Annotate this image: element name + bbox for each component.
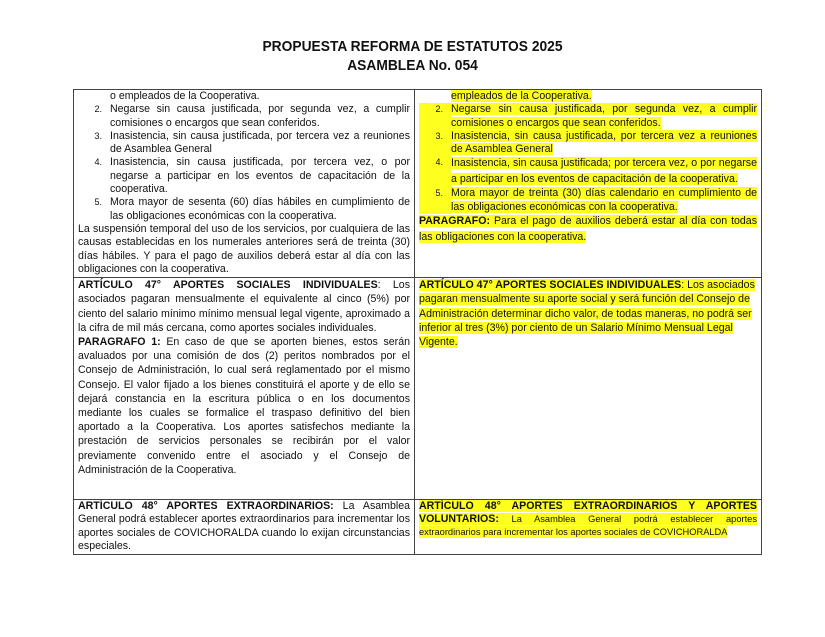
list-continuation: empleados de la Cooperativa.: [451, 90, 592, 102]
article-47-proposed: [419, 278, 757, 349]
article-48-current: [78, 500, 410, 553]
document-title: PROPUESTA REFORMA DE ESTATUTOS 2025: [262, 38, 563, 55]
table-row: [74, 278, 762, 500]
proposed-text-cell: [415, 278, 762, 500]
list-item: 2. Negarse sin causa justificada, por segunda vez, a cumplir comisiones o encargos que sean conferidos.: [419, 103, 757, 130]
paragrafo-proposed: [419, 214, 757, 245]
list-item: 5. Mora mayor de sesenta (60) días hábiles en cumplimiento de las obligaciones económicas con la cooperativa.: [94, 196, 410, 222]
article-text: : Los asociados pagaran mensualmente su aporte social y será función del Consejo de Administración determinar dicho valor, de todas maneras, no podrá ser inferior al tres (3%) por ciento de un Salario Mínimo Mensual Legal Vigente.: [419, 279, 755, 348]
article-48-proposed: [419, 500, 757, 538]
paragrafo-text: En caso de que se aporten bienes, estos serán avaluados por una comisión de dos (2) peritos nombrados por el Consejo de Administración, lo cual será reglamentado por el mismo Consejo. El valor fijado a los bienes constituirá el aporte y de ello se dejará constancia en la escritura pública o en los documentos mediante los cuales se formalice el traspaso definitivo del bien aportado a la Cooperativa. Los aportes satisfechos mediante la prestación de servicios personales se recibirán por el valor previamente convenido entre el asociado y el Consejo de Administración de la Cooperativa.: [78, 335, 410, 476]
table-row: [74, 90, 762, 278]
article-47-current: [78, 278, 410, 335]
proposed-text-cell: [415, 90, 762, 278]
article-text: La Asamblea General podrá establecer aportes extraordinarios para incrementar los aportes sociales de COVICHORALDA: [419, 514, 757, 538]
article-heading: ARTÍCULO 47° APORTES SOCIALES INDIVIDUALES: [78, 279, 378, 292]
list-continuation: o empleados de la Cooperativa.: [110, 90, 260, 102]
article-heading: ARTÍCULO 47° APORTES SOCIALES INDIVIDUALES: [419, 279, 682, 292]
table-row: [74, 500, 762, 555]
document-subtitle: ASAMBLEA No. 054: [347, 57, 478, 74]
proposed-text-cell: [415, 500, 762, 555]
list-item: 3. Inasistencia, sin causa justificada, por tercera vez a reuniones de Asamblea General: [94, 129, 410, 156]
paragrafo-text: Para el pago de auxilios deberá estar al día con todas las obligaciones con la cooperativa.: [419, 215, 757, 243]
document-header: [0, 37, 825, 75]
sanctions-list: [78, 103, 410, 223]
list-item: 5. Mora mayor de treinta (30) días calendario en cumplimiento de las obligaciones económicas con la cooperativa.: [419, 187, 757, 214]
list-item: 3. Inasistencia, sin causa justificada, por tercera vez a reuniones de Asamblea General: [419, 130, 757, 157]
list-item: 4. Inasistencia, sin causa justificada, por tercera vez, o por negarse a participar en los eventos de capacitación de la cooperativa.: [94, 156, 410, 196]
paragrafo-label: PARAGRAFO:: [419, 215, 491, 228]
comparison-table: [73, 89, 762, 555]
sanctions-list: [419, 103, 757, 214]
current-text-cell: [74, 278, 415, 500]
article-heading: ARTÍCULO 48° APORTES EXTRAORDINARIOS:: [78, 500, 334, 513]
list-item: 4. Inasistencia, sin causa justificada; por tercera vez, o por negarse a participar en los eventos de capacitación de la cooperativa.: [419, 156, 757, 187]
list-item: 2. Negarse sin causa justificada, por segunda vez, a cumplir comisiones o encargos que sean conferidos.: [94, 103, 410, 129]
current-text-cell: [74, 500, 415, 555]
article-text: : Los asociados pagaran mensualmente el equivalente al cinco (5%) por ciento del salario mínimo mínimo mensual legal vigente, aproximado a la cifra de mil más cercana, como aportes sociales individuales.: [78, 279, 410, 334]
suspension-paragraph: La suspensión temporal del uso de los servicios, por cualquiera de las causas establecidas en los numerales anteriores será de treinta (30) días hábiles. Y para el pago de auxilios deberá estar al día con las obligaciones con la cooperativa.: [78, 222, 410, 275]
paragrafo-label: PARAGRAFO 1:: [78, 335, 161, 348]
current-text-cell: [74, 90, 415, 278]
paragrafo-1: [78, 335, 410, 477]
article-text: La Asamblea General podrá establecer aportes extraordinarios para incrementar los aportes sociales de COVICHORALDA cuando lo exijan circunstancias especiales.: [78, 500, 410, 553]
article-heading: ARTÍCULO 48° APORTES EXTRAORDINARIOS Y APORTES VOLUNTARIOS:: [419, 500, 757, 526]
